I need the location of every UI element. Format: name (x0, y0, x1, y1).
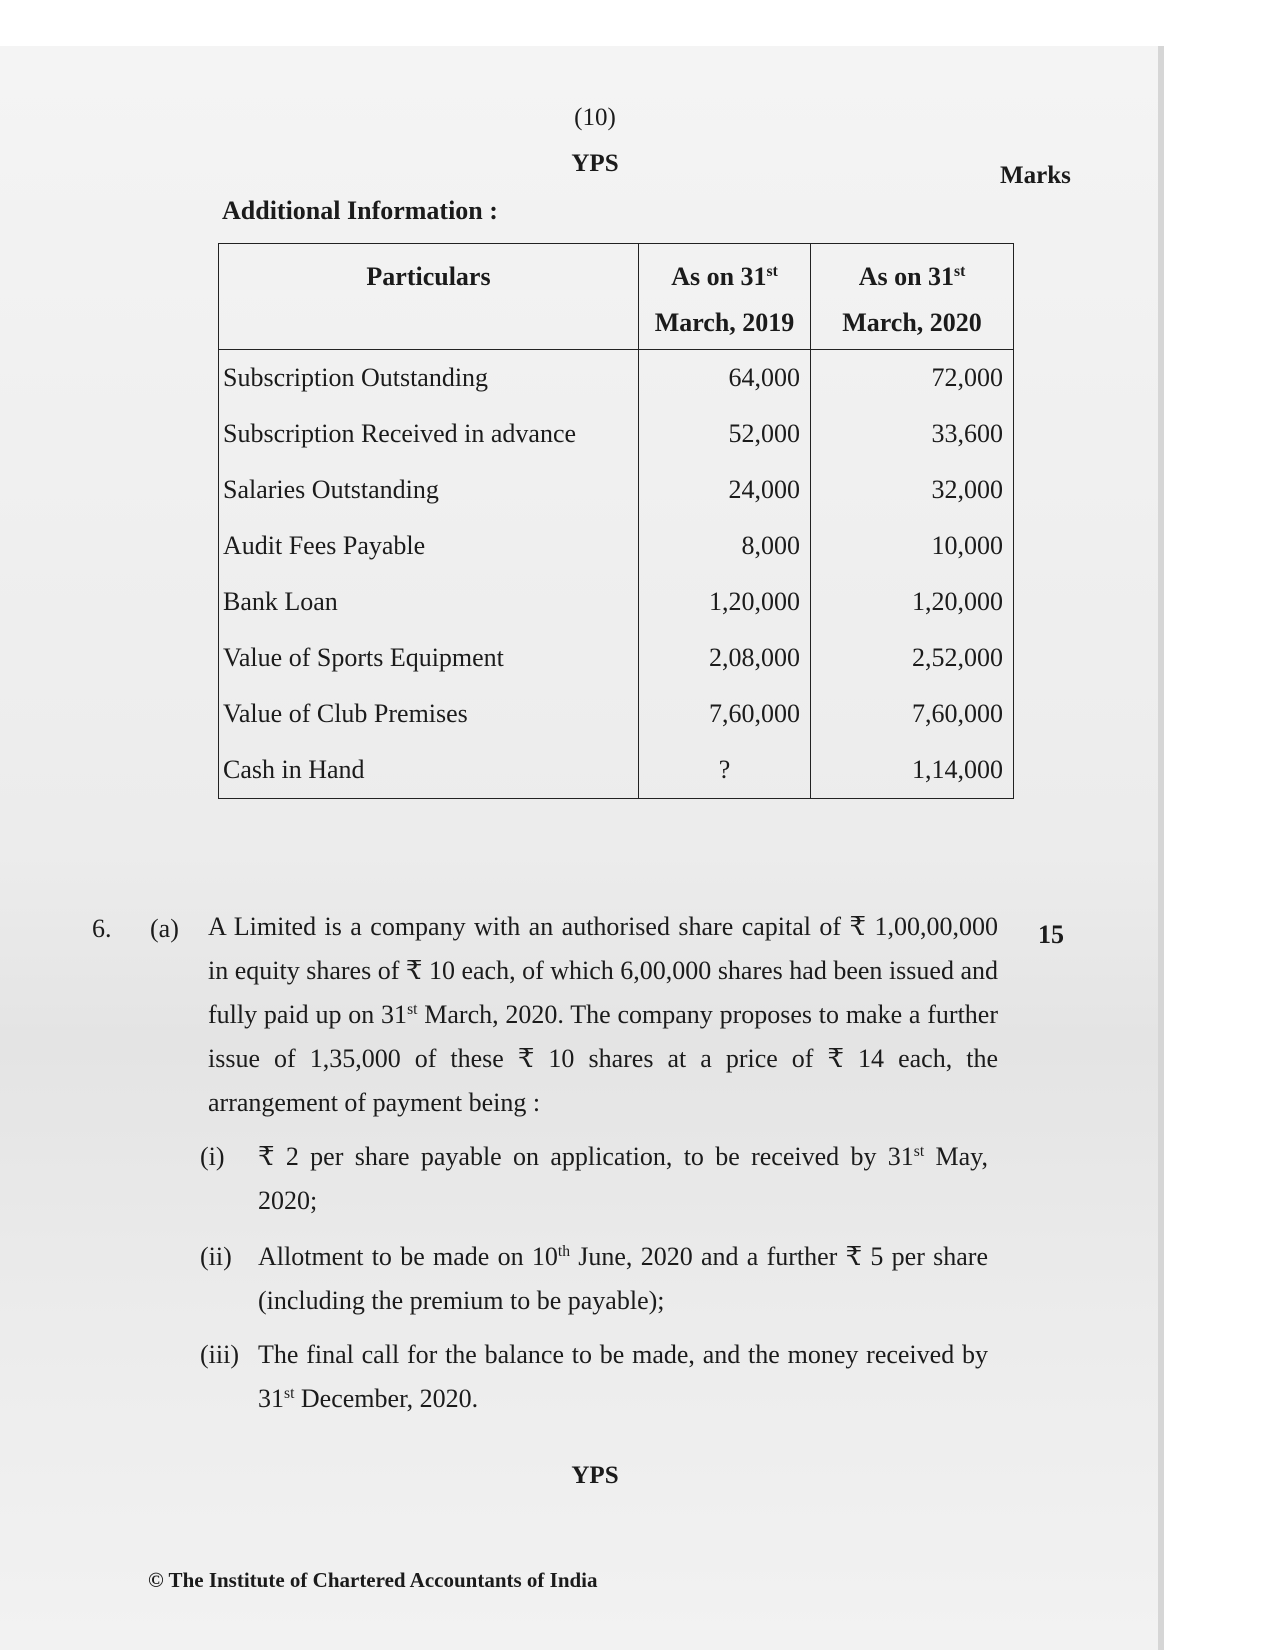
marks-column-heading: Marks (1000, 162, 1071, 189)
list-item (200, 1135, 1000, 1225)
row-value-2019: 7,60,000 (639, 686, 811, 742)
row-value-2019: ? (639, 742, 811, 799)
table-row (219, 574, 1014, 630)
question-paragraph (208, 905, 998, 1125)
column-2020-sup: st (954, 263, 966, 281)
column-2019-line1: As on 31 (671, 262, 767, 291)
row-particular: Subscription Outstanding (219, 350, 639, 407)
table-row (219, 742, 1014, 799)
row-value-2020: 7,60,000 (811, 686, 1014, 742)
column-2019-line2: March, 2019 (654, 308, 795, 337)
question-text-a: A Limited is a company with an authorised share capital of ₹ 1,00,00,000 in equity shares of ₹ 10 each, of which 6,00,000 shares had been issued and fully paid up on 31 (208, 912, 998, 1029)
column-2020-line1: As on 31 (858, 262, 955, 291)
paper-code-top: YPS (571, 150, 619, 177)
row-particular: Subscription Received in advance (219, 406, 639, 462)
column-2019 (639, 244, 811, 350)
table-row (219, 630, 1014, 686)
column-particulars: Particulars (219, 244, 639, 350)
table-header-row (219, 244, 1014, 350)
page-number: (10) (574, 104, 616, 131)
item-numeral: (i) (200, 1142, 225, 1171)
item-text-sup: st (913, 1143, 925, 1161)
item-text-b: December, 2020. (294, 1384, 479, 1413)
item-text-a: Allotment to be made on 10 (258, 1242, 558, 1271)
row-value-2020: 33,600 (811, 406, 1014, 462)
question-text-sup: st (407, 1001, 418, 1019)
list-item (200, 1333, 1000, 1423)
item-text-b: May, 2020; (258, 1142, 988, 1215)
row-value-2019: 2,08,000 (639, 630, 811, 686)
item-numeral: (iii) (200, 1340, 239, 1369)
row-value-2019: 52,000 (639, 406, 811, 462)
table-row (219, 686, 1014, 742)
additional-information-table (218, 243, 1014, 799)
copyright-notice: © The Institute of Chartered Accountants of India (148, 1568, 598, 1592)
page-edge (1158, 46, 1164, 1650)
question-marks: 15 (1038, 920, 1064, 949)
item-text (258, 1135, 988, 1223)
row-value-2020: 10,000 (811, 518, 1014, 574)
item-text (258, 1235, 988, 1323)
row-particular: Bank Loan (219, 574, 639, 630)
row-particular: Audit Fees Payable (219, 518, 639, 574)
list-item (200, 1235, 1000, 1325)
additional-information-heading: Additional Information : (222, 196, 498, 225)
row-value-2020: 1,14,000 (811, 742, 1014, 799)
row-value-2019: 1,20,000 (639, 574, 811, 630)
table-row (219, 350, 1014, 407)
row-value-2019: 8,000 (639, 518, 811, 574)
item-text-a: The final call for the balance to be made, and the money received by 31 (258, 1340, 988, 1413)
column-2020 (811, 244, 1014, 350)
table-row (219, 518, 1014, 574)
row-value-2020: 1,20,000 (811, 574, 1014, 630)
row-particular: Value of Club Premises (219, 686, 639, 742)
item-text-sup: th (557, 1243, 570, 1261)
item-numeral: (ii) (200, 1242, 232, 1271)
item-text-a: ₹ 2 per share payable on application, to be received by 31 (258, 1142, 914, 1171)
column-2019-sup: st (766, 263, 778, 281)
row-value-2020: 72,000 (811, 350, 1014, 407)
row-particular: Value of Sports Equipment (219, 630, 639, 686)
item-text-sup: st (284, 1385, 295, 1403)
table-row (219, 462, 1014, 518)
question-number: 6. (92, 914, 112, 943)
row-particular: Cash in Hand (219, 742, 639, 799)
table-row (219, 406, 1014, 462)
item-text-b: June, 2020 and a further ₹ 5 per share (including the premium to be payable); (258, 1242, 988, 1315)
question-part: (a) (150, 914, 179, 943)
row-particular: Salaries Outstanding (219, 462, 639, 518)
row-value-2020: 32,000 (811, 462, 1014, 518)
paper-code-bottom: YPS (571, 1462, 619, 1489)
row-value-2019: 64,000 (639, 350, 811, 407)
column-2020-line2: March, 2020 (842, 308, 982, 337)
item-text (258, 1333, 988, 1421)
question-text-b: March, 2020. The company proposes to make a further issue of 1,35,000 of these ₹ 10 shares at a price of ₹ 14 each, the arrangement of payment being : (208, 1000, 998, 1117)
row-value-2019: 24,000 (639, 462, 811, 518)
row-value-2020: 2,52,000 (811, 630, 1014, 686)
